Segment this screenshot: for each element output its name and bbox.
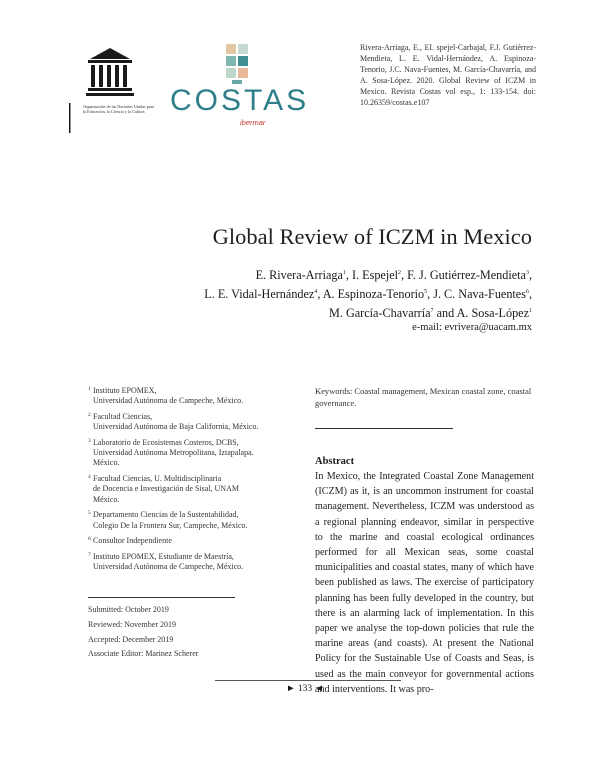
affiliation-number: 5 (88, 510, 91, 517)
footer-divider (215, 680, 401, 681)
affiliation-number: 3 (88, 438, 91, 444)
author-line-1 (256, 266, 532, 285)
author-name (352, 268, 401, 282)
author-affiliation-mark: 2 (398, 269, 402, 276)
author-name (204, 287, 317, 301)
affiliation-item (88, 438, 288, 469)
submission-dates (88, 603, 308, 662)
author-affiliation-mark: 3 (525, 269, 529, 276)
affiliation-line: Departamento Ciencias de la Sustentabilidad, (93, 510, 239, 520)
author-name-text: I. Espejel (352, 268, 399, 282)
unesco-logo (68, 45, 152, 135)
author-separator: , (528, 268, 532, 282)
author-affiliation-mark: 1 (342, 269, 346, 276)
affiliation-line: Instituto EPOMEX, (93, 386, 157, 395)
accepted-date: Accepted: December 2019 (88, 634, 174, 644)
author-separator: and (433, 306, 457, 320)
author-separator: , (427, 287, 434, 301)
author-separator: , (528, 287, 532, 301)
reviewed-date: Reviewed: November 2019 (88, 619, 176, 629)
affiliation-item (88, 386, 288, 406)
author-affiliation-mark: 4 (314, 288, 318, 295)
affiliation-item (88, 412, 288, 432)
author-name-text: A. Espinoza-Tenorio (322, 287, 425, 301)
author-line-2 (204, 285, 532, 304)
author-name (407, 268, 529, 282)
divider (315, 428, 453, 429)
affiliation-line: Laboratorio de Ecosistemas Costeros, DCBS, (93, 438, 239, 447)
author-name (433, 287, 529, 301)
author-name-text: J. C. Nava-Fuentes (433, 287, 526, 301)
article-title: Global Review of ICZM in Mexico (212, 224, 532, 249)
affiliation-number: 4 (88, 474, 91, 481)
author-name-text: L. E. Vidal-Hernández (204, 287, 315, 301)
affiliation-number: 7 (88, 552, 91, 559)
unesco-caption: Organización de las Naciones Unidas para la Educación, la Ciencia y la Cultura (83, 104, 154, 115)
author-affiliation-mark: 5 (424, 288, 428, 295)
affiliation-item (88, 536, 288, 546)
affiliation-line: Instituto EPOMEX, Estudiante de Maestría, (93, 552, 234, 562)
affiliations-list (88, 386, 288, 578)
contact-email[interactable]: e-mail: evrivera@uacam.mx (412, 322, 532, 333)
affiliation-line: Universidad Autónoma de Campeche, México. (93, 396, 244, 406)
abstract-heading: Abstract (315, 456, 355, 467)
associate-editor: Associate Editor: Marinez Scherer (88, 649, 199, 659)
affiliation-line: Facultad Ciencias, (93, 412, 153, 421)
submitted-date: Submitted: October 2019 (88, 605, 169, 614)
keywords: Keywords: Coastal management, Mexican coastal zone, coastal governance. (315, 386, 532, 408)
author-separator: , (345, 268, 352, 282)
author-name-text: M. García-Chavarría (329, 306, 431, 320)
affiliation-line: México. (93, 458, 120, 468)
affiliation-line: Universidad Autónoma de Campeche, México. (93, 562, 244, 572)
author-name (256, 268, 346, 282)
divider (88, 597, 235, 598)
author-affiliation-mark: 7 (430, 307, 434, 314)
affiliation-line: Colegio De la Frontera Sur, Campeche, México. (93, 520, 248, 530)
affiliation-number: 6 (88, 536, 91, 543)
affiliation-line: Universidad Autónoma de Baja California, México. (93, 422, 259, 432)
affiliation-line: Universidad Autónoma Metropolitana, Iztapalapa. (93, 448, 254, 458)
affiliation-line: Consultor Independiente (93, 536, 172, 546)
abstract-text: In Mexico, the Integrated Coastal Zone Management (ICZM) as it, is an uncommon instrument for coastal management. Nevertheless, ICZM was understood as a regional planning endeavor, similar in perspective to the marine and coastal ecological ordinances performed for all Mexican seas, some coastal municipalities and coastal states, many of which have been published as laws. The exercise of participatory planning has been fully developed in the country, but there is an alarming lack of implementation. In this paper we analyse the top-down policies that rule the marine areas (and coasts). At present the National Policy for the Sustainable Use of Coasts and Seas, is used as the main conveyor for governmental actions and interventions. It was pro- (315, 471, 534, 695)
ibermar-logo: ibermar (240, 118, 266, 127)
citation: Rivera-Arriaga, E., EI. spejel-Carbajal, F.J. Gutiérrez-Mendieta, L. E. Vidal-Hernández, A. Espinoza-Tenorio, J.C. Nava-Fuentes, M. García-Chavarría, and A. Sosa-López. 2020. Global Review of ICZM in Mexico. Revista Costas vol esp., 1: 133-154. doi: 10.26359/costas.e107 (360, 43, 536, 107)
affiliation-line: Facultad Ciencias, U. Multidisciplinaria (93, 474, 222, 484)
author-name-text: A. Sosa-López (456, 306, 529, 320)
costas-wordmark: COSTAS (170, 84, 310, 117)
author-separator: , (317, 287, 323, 301)
author-name (329, 306, 434, 320)
page-number: ► 133 ◄ (286, 684, 324, 694)
affiliation-item (88, 552, 288, 572)
affiliation-number: 2 (88, 412, 91, 418)
author-separator: , (401, 268, 408, 282)
affiliation-item (88, 474, 288, 505)
affiliation-item (88, 510, 288, 530)
affiliation-line: de Docencia e Investigación de Sisal, UNAM (93, 484, 239, 494)
author-line-3 (329, 304, 532, 323)
affiliation-line: México. (93, 494, 120, 504)
affiliation-number: 1 (88, 386, 91, 392)
author-name-text: E. Rivera-Arriaga (255, 268, 343, 282)
author-affiliation-mark: 1 (529, 307, 532, 314)
author-affiliation-mark: 6 (525, 288, 529, 295)
author-name (457, 306, 532, 320)
author-name-text: F. J. Gutiérrez-Mendieta (407, 268, 526, 282)
author-name (323, 287, 427, 301)
